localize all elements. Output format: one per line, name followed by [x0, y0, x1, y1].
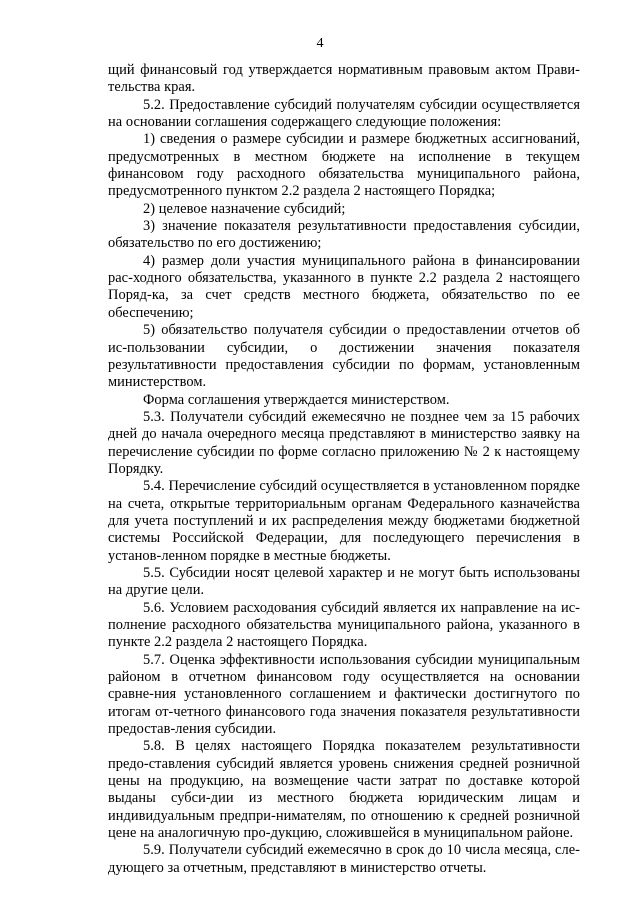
- paragraph-5-2-item-1: 1) сведения о размере субсидии и размере бюджетных ассигнований, предусмотренных в местном бюджете на исполнение в текущем финансовом году расходного обязательства муниципального района, предусмотренного пунктом 2.2 раздела 2 настоящего Порядка;: [108, 131, 580, 200]
- paragraph-5-2-item-4: 4) размер доли участия муниципального района в финансировании рас-ходного обязательства, указанного в пункте 2.2 раздела 2 настоящего Поряд-ка, за счет средств местного бюджета, обязательство по ее обеспечению;: [108, 252, 580, 321]
- paragraph-5-2-item-5: 5) обязательство получателя субсидии о предоставлении отчетов об ис-пользовании субсидии, о достижении значения показателя результативности предоставления субсидии по формам, установленным министерством.: [108, 322, 580, 391]
- paragraph-5-8: 5.8. В целях настоящего Порядка показателем результативности предо-ставления субсидий является уровень снижения средней розничной цены на продукцию, на возмещение части затрат по доставке которой выданы субси-дии из местного бюджета юридическим лицам и индивидуальным предпри-нимателям, по отношению к средней розничной цене на аналогичную про-дукцию, сложившейся в муниципальном районе.: [108, 738, 580, 842]
- paragraph-continuation: щий финансовый год утверждается нормативным правовым актом Прави-тельства края.: [108, 62, 580, 96]
- paragraph-5-7: 5.7. Оценка эффективности использования субсидии муниципальным районом в отчетном финансовом году осуществляется на основании сравне-ния установленного соглашением и фактически достигнутого по итогам от-четного финансового года значения показателя результативности предостав-ления субсидии.: [108, 651, 580, 738]
- paragraph-5-4: 5.4. Перечисление субсидий осуществляется в установленном порядке на счета, открытые территориальным органам Федерального казначейства для учета поступлений и их распределения между бюджетами бюджетной системы Российской Федерации, для последующего перечисления в установ-ленном порядке в местные бюджеты.: [108, 478, 580, 564]
- paragraph-5-2-item-2: 2) целевое назначение субсидий;: [143, 200, 346, 217]
- paragraph-5-5: 5.5. Субсидии носят целевой характер и не могут быть использованы на другие цели.: [108, 564, 580, 599]
- paragraph-5-2: 5.2. Предоставление субсидий получателям субсидии осуществляется на основании соглашения содержащего следующие положения:: [108, 96, 580, 131]
- paragraph-5-2-item-3: 3) значение показателя результативности предоставления субсидии, обязательство по его достижению;: [108, 218, 580, 252]
- document-body: [108, 62, 580, 877]
- paragraph-5-9: 5.9. Получатели субсидий ежемесячно в срок до 10 числа месяца, сле-дующего за отчетным, представляют в министерство отчеты.: [108, 842, 580, 876]
- paragraph-5-6: 5.6. Условием расходования субсидий является их направление на ис-полнение расходного обязательства муниципального района, указанного в пункте 2.2 раздела 2 настоящего Порядка.: [108, 599, 580, 651]
- paragraph-agreement-form: Форма соглашения утверждается министерством.: [143, 391, 450, 408]
- page-number: 4: [316, 36, 324, 51]
- paragraph-5-3: 5.3. Получатели субсидий ежемесячно не позднее чем за 15 рабочих дней до начала очередного месяца представляют в министерство заявку на перечисление субсидии по форме согласно приложению № 2 к настоящему Порядку.: [108, 408, 580, 477]
